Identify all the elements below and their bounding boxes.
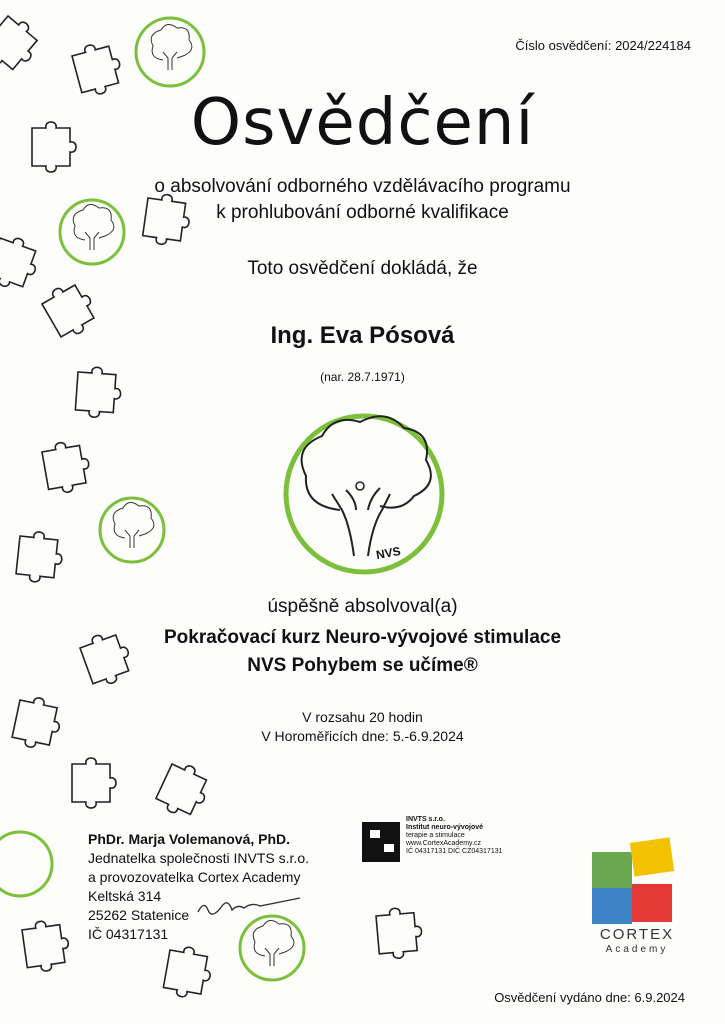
issued-date: Osvědčení vydáno dne: 6.9.2024: [494, 990, 685, 1005]
nvs-logo-label: NVS: [374, 543, 402, 563]
small-nvs-logo: [0, 832, 52, 896]
small-nvs-logo: [136, 18, 204, 86]
birth-date: (nar. 28.7.1971): [320, 370, 405, 384]
puzzle-piece-icon: [0, 11, 46, 78]
puzzle-piece-icon: [72, 758, 116, 808]
puzzle-piece-icon: [15, 530, 64, 584]
invts-line: Institut neuro-vývojové: [406, 824, 484, 831]
course-line: Pokračovací kurz Neuro-vývojové stimulace: [163, 627, 562, 648]
course-details: [0, 708, 725, 746]
course-name: [0, 624, 725, 680]
signer-line: a provozovatelka Cortex Academy: [88, 869, 301, 885]
small-nvs-logo: [100, 498, 164, 562]
cortex-name: CORTEX: [599, 926, 675, 943]
puzzle-piece-icon: [375, 906, 423, 960]
invts-line: IČ 04317131 DIČ CZ04317131: [406, 848, 503, 855]
certificate-title: Osvědčení: [190, 86, 535, 160]
signer-name: PhDr. Marja Volemanová, PhD.: [88, 831, 291, 847]
signer-line: Jednatelka společnosti INVTS s.r.o.: [88, 850, 309, 866]
nvs-main-logo: [286, 416, 442, 572]
certificate-subtitle: [0, 174, 725, 226]
recipient-name: Ing. Eva Pósová: [270, 322, 455, 349]
signer-line: Keltská 314: [88, 888, 162, 904]
signer-block: [88, 830, 309, 944]
signer-line: IČ 04317131: [88, 926, 169, 942]
invts-logo: [362, 822, 400, 862]
confirms-text: Toto osvědčení dokládá, že: [247, 258, 478, 279]
invts-line: terapie a stimulace: [406, 832, 465, 839]
course-line: NVS Pohybem se učíme®: [247, 655, 478, 676]
invts-info: [406, 816, 503, 856]
course-place-date: V Horoměřicích dne: 5.-6.9.2024: [261, 728, 464, 744]
subtitle-line: o absolvování odborného vzdělávacího programu: [154, 176, 571, 197]
course-scope: V rozsahu 20 hodin: [302, 709, 423, 725]
certificate-number: Číslo osvědčení: 2024/224184: [515, 38, 691, 53]
invts-line: www.CortexAcademy.cz: [406, 840, 481, 847]
invts-line: INVTS s.r.o.: [406, 816, 445, 823]
signer-line: 25262 Statenice: [88, 907, 190, 923]
tree-icon: [302, 416, 431, 556]
puzzle-piece-icon: [41, 438, 93, 495]
cortex-sub: Academy: [605, 944, 669, 955]
cortex-academy-logo: [592, 837, 674, 924]
completed-text: úspěšně absolvoval(a): [267, 596, 458, 617]
puzzle-piece-icon: [21, 918, 72, 974]
puzzle-piece-icon: [153, 759, 214, 823]
puzzle-piece-icon: [162, 944, 214, 1001]
subtitle-line: k prohlubování odborné kvalifikace: [216, 202, 509, 223]
